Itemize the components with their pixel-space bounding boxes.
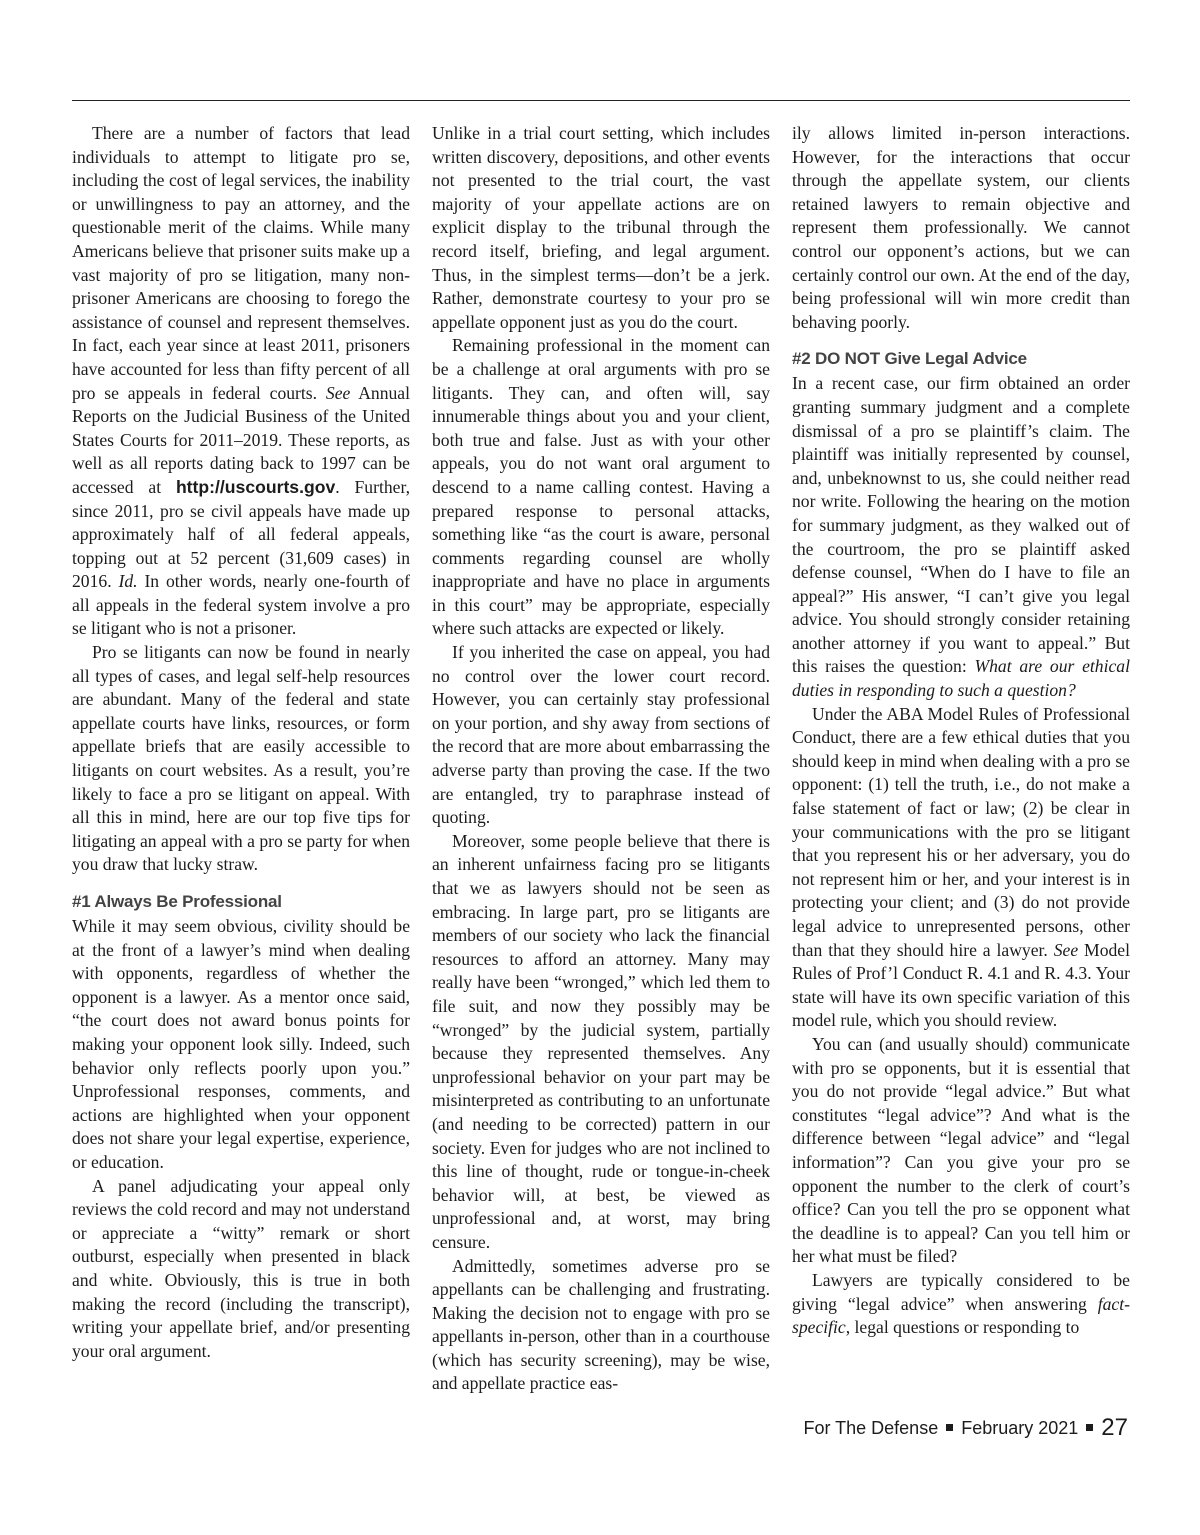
column-1 bbox=[72, 122, 410, 1363]
paragraph: A panel adjudicating your appeal only reviews the cold record and may not understand or appreciate a “witty” remark or short outburst, especially when presented in black and white. Obviously, this is true in both making the record (including the transcript), writing your appellate brief, and/or presenting your oral argument. bbox=[72, 1175, 410, 1361]
paragraph: Moreover, some people believe that there is an inherent unfairness facing pro se litigants that we as lawyers should not be seen as embracing. In large part, pro se litigants are members of our society who lack the financial resources to afford an attorney. Many may really have been “wronged,” which led them to file suit, and now they possibly may be “wronged” by the judicial system, partially because they represented themselves. Any unprofessional behavior on your part may be misinterpreted as contributing to an unfortunate (and needing to be corrected) pattern in our society. Even for judges who are not inclined to this line of thought, rude or tongue-in-cheek behavior will, at best, be viewed as unprofessional and, at worst, may bring censure. bbox=[432, 830, 770, 1252]
separator-square-icon bbox=[946, 1424, 953, 1431]
separator-square-icon bbox=[1086, 1424, 1093, 1431]
section-heading-2: #2 DO NOT Give Legal Advice bbox=[792, 349, 1027, 369]
uscourts-link[interactable]: http://uscourts.gov bbox=[175, 476, 336, 497]
paragraph: ily allows limited in-person interactions. However, for the interactions that occur through the appellate system, our clients retained lawyers to remain objective and represent them professionally. We cannot control our opponent’s actions, but we can certainly control our own. At the end of the day, being professional will win more credit than behaving poorly. bbox=[792, 123, 1130, 332]
paragraph: Under the ABA Model Rules of Professional Conduct, there are a few ethical duties that you should keep in mind when dealing with a pro se opponent: (1) tell the truth, i.e., do not make a false statement of fact or law; (2) be clear in your communications with the pro se litigant that you represent his or her adversary, you do not represent him or her, and your interest is in protecting your client; and (3) do not provide legal advice to unrepresented persons, other than that they should hire a lawyer. See Model Rules of Prof’l Conduct R. 4.1 and R. 4.3. Your state will have its own specific variation of this model rule, which you should review. bbox=[792, 703, 1130, 1031]
top-rule bbox=[72, 100, 1130, 101]
paragraph: You can (and usually should) communicate with pro se opponents, but it is essential that you do not provide “legal advice.” But what constitutes “legal advice”? And what is the difference between “legal advice” and “legal information”? Can you give your pro se opponent the number to the clerk of court’s office? Can you tell the pro se opponent what the deadline is to appeal? Can you tell him or her what must be filed? bbox=[792, 1033, 1130, 1267]
paragraph: Admittedly, sometimes adverse pro se appellants can be challenging and frustrating. Making the decision not to engage with pro se appellants in-person, other than in a courthouse (which has security screening), may be wise, and appellate practice eas- bbox=[432, 1255, 770, 1394]
paragraph: In a recent case, our firm obtained an order granting summary judgment and a complete dismissal of a pro se plaintiff’s claim. The plaintiff was initially represented by counsel, and, unbeknownst to us, she could neither read nor write. Following the hearing on the motion for summary judgment, as they walked out of the courtroom, the pro se plaintiff asked defense counsel, “When do I have to file an appeal?” His answer, “I can’t give you legal advice. You should strongly consider retaining another attorney if you want to appeal.” But this raises the question: What are our ethical duties in responding to such a question? bbox=[792, 373, 1130, 701]
paragraph: If you inherited the case on appeal, you had no control over the lower court record. However, you can certainly stay professional on your portion, and shy away from sections of the record that are more about embarrassing the adverse party than proving the case. If the two are entangled, try to paraphrase instead of quoting. bbox=[432, 642, 770, 828]
publication-name: For The Defense bbox=[803, 1418, 939, 1438]
page-number: 27 bbox=[1101, 1414, 1128, 1441]
paragraph: Remaining professional in the moment can be a challenge at oral arguments with pro se litigants. They can, and often will, say innumerable things about you and your client, both true and false. Just as with your other appeals, you do not want oral argument to descend to a name calling contest. Having a prepared response to personal attacks, something like “as the court is aware, personal comments regarding counsel are wholly inappropriate and have no place in arguments in this court” may be appropriate, especially where such attacks are expected or likely. bbox=[432, 335, 770, 639]
column-3 bbox=[792, 122, 1130, 1340]
column-2 bbox=[432, 122, 770, 1396]
paragraph: While it may seem obvious, civility should be at the front of a lawyer’s mind when dealing with opponents, regardless of whether the opponent is a lawyer. As a mentor once said, “the court does not award bonus points for making your opponent look silly. Indeed, such behavior only reflects poorly upon you.” Unprofessional responses, comments, and actions are highlighted when your opponent does not share your legal expertise, experience, or education. bbox=[72, 916, 410, 1172]
paragraph: Lawyers are typically considered to be giving “legal advice” when answering fact-specific, legal questions or responding to bbox=[792, 1269, 1130, 1338]
paragraph: Pro se litigants can now be found in nearly all types of cases, and legal self-help resources are abundant. Many of the federal and state appellate courts have links, resources, or form appellate briefs that are easily accessible to litigants on court websites. As a result, you’re likely to face a pro se litigant on appeal. With all this in mind, here are our top five tips for litigating an appeal with a pro se party for when you draw that lucky straw. bbox=[72, 642, 410, 875]
paragraph: There are a number of factors that lead individuals to attempt to litigate pro se, including the cost of legal services, the inability or unwillingness to pay an attorney, and the questionable merit of the claims. While many Americans believe that prisoner suits make up a vast majority of pro se litigation, many non-prisoner Americans are choosing to forego the assistance of counsel and represent themselves. In fact, each year since at least 2011, prisoners have accounted for less than fifty percent of all pro se appeals in federal courts. See Annual Reports on the Judicial Business of the United States Courts for 2011–2019. These reports, as well as all reports dating back to 1997 can be accessed at http://uscourts.gov. Further, since 2011, pro se civil appeals have made up approximately half of all federal appeals, topping out at 52 percent (31,609 cases) in 2016. Id. In other words, nearly one-fourth of all appeals in the federal system involve a pro se litigant who is not a prisoner. bbox=[72, 123, 410, 639]
paragraph: Unlike in a trial court setting, which includes written discovery, depositions, and other events not presented to the trial court, the vast majority of your appellate actions are on explicit display to the tribunal through the record itself, briefing, and legal argument. Thus, in the simplest terms—don’t be a jerk. Rather, demonstrate courtesy to your pro se appellate opponent just as you do the court. bbox=[432, 123, 770, 332]
page-footer bbox=[803, 1414, 1128, 1442]
section-heading-1: #1 Always Be Professional bbox=[72, 892, 282, 911]
issue-date: February 2021 bbox=[961, 1418, 1079, 1438]
